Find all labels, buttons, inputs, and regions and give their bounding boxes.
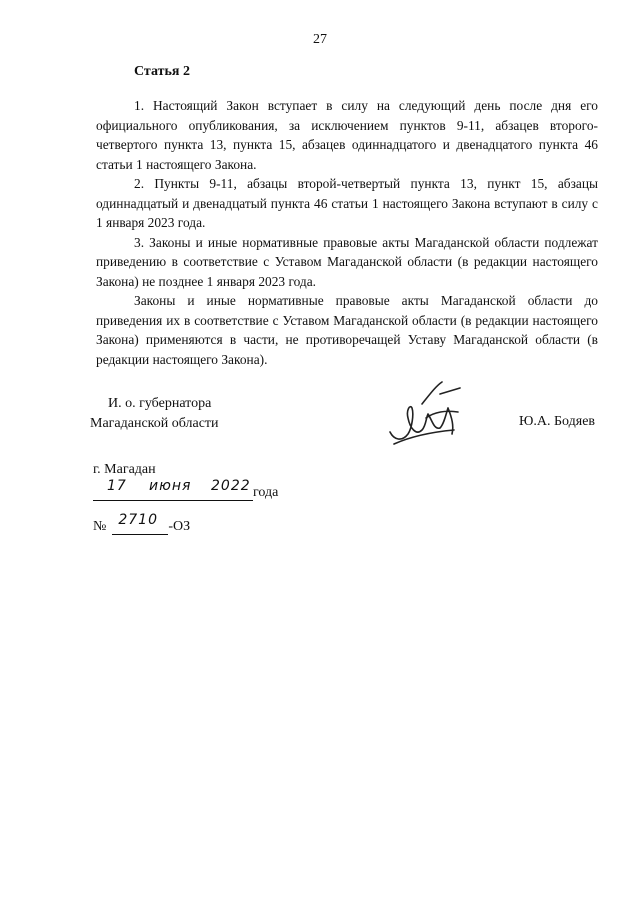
place: г. Магадан xyxy=(93,462,156,477)
signatory-title-line1: И. о. губернатора xyxy=(108,396,212,411)
date-day: 17 xyxy=(107,478,127,494)
paragraph-3: 3. Законы и иные нормативные правовые акты Магаданской области подлежат приведению в соответствие с Уставом Магаданской области (в редакции настоящего Закона) не позднее 1 января 2023 года. xyxy=(96,234,598,289)
law-number-value: 2710 xyxy=(118,512,158,528)
law-number-underline-field xyxy=(112,512,168,535)
paragraph-4: Законы и иные нормативные правовые акты Магаданской области до приведения их в соответствие с Уставом Магаданской области (в редакции настоящего Закона) применяются в части, не противоречащей Уставу Магаданской области (в редакции настоящего Закона). xyxy=(96,293,598,367)
paragraph-1: 1. Настоящий Закон вступает в силу на следующий день после дня его официального опубликования, за исключением пунктов 9-11, абзацев второго-четвертого пункта 13, пункта 15, абзацев одиннадцатого и двенадцатого пункта 46 статьи 1 настоящего Закона. xyxy=(96,98,598,172)
handwritten-signature xyxy=(382,374,472,450)
signatory-title xyxy=(90,394,219,434)
date-year: 2022 xyxy=(211,478,251,494)
date-month: июня xyxy=(149,478,192,494)
article-title: Статья 2 xyxy=(134,64,190,79)
paragraph-2: 2. Пункты 9-11, абзацы второй-четвертый пункта 13, пункт 15, абзацы одиннадцатый и двенадцатый пункта 46 статьи 1 настоящего Закона вступают в силу с 1 января 2023 года. xyxy=(96,176,598,230)
signing-date xyxy=(93,478,279,501)
law-number-suffix: -ОЗ xyxy=(168,519,191,534)
signer-name: Ю.А. Бодяев xyxy=(519,414,596,429)
article-body xyxy=(96,96,598,369)
law-number-prefix: № xyxy=(93,519,107,534)
page-number: 27 xyxy=(313,32,327,47)
signatory-title-line2: Магаданской области xyxy=(90,416,219,431)
date-underline-field xyxy=(93,478,253,501)
date-suffix: года xyxy=(253,485,279,500)
law-number xyxy=(93,512,191,535)
